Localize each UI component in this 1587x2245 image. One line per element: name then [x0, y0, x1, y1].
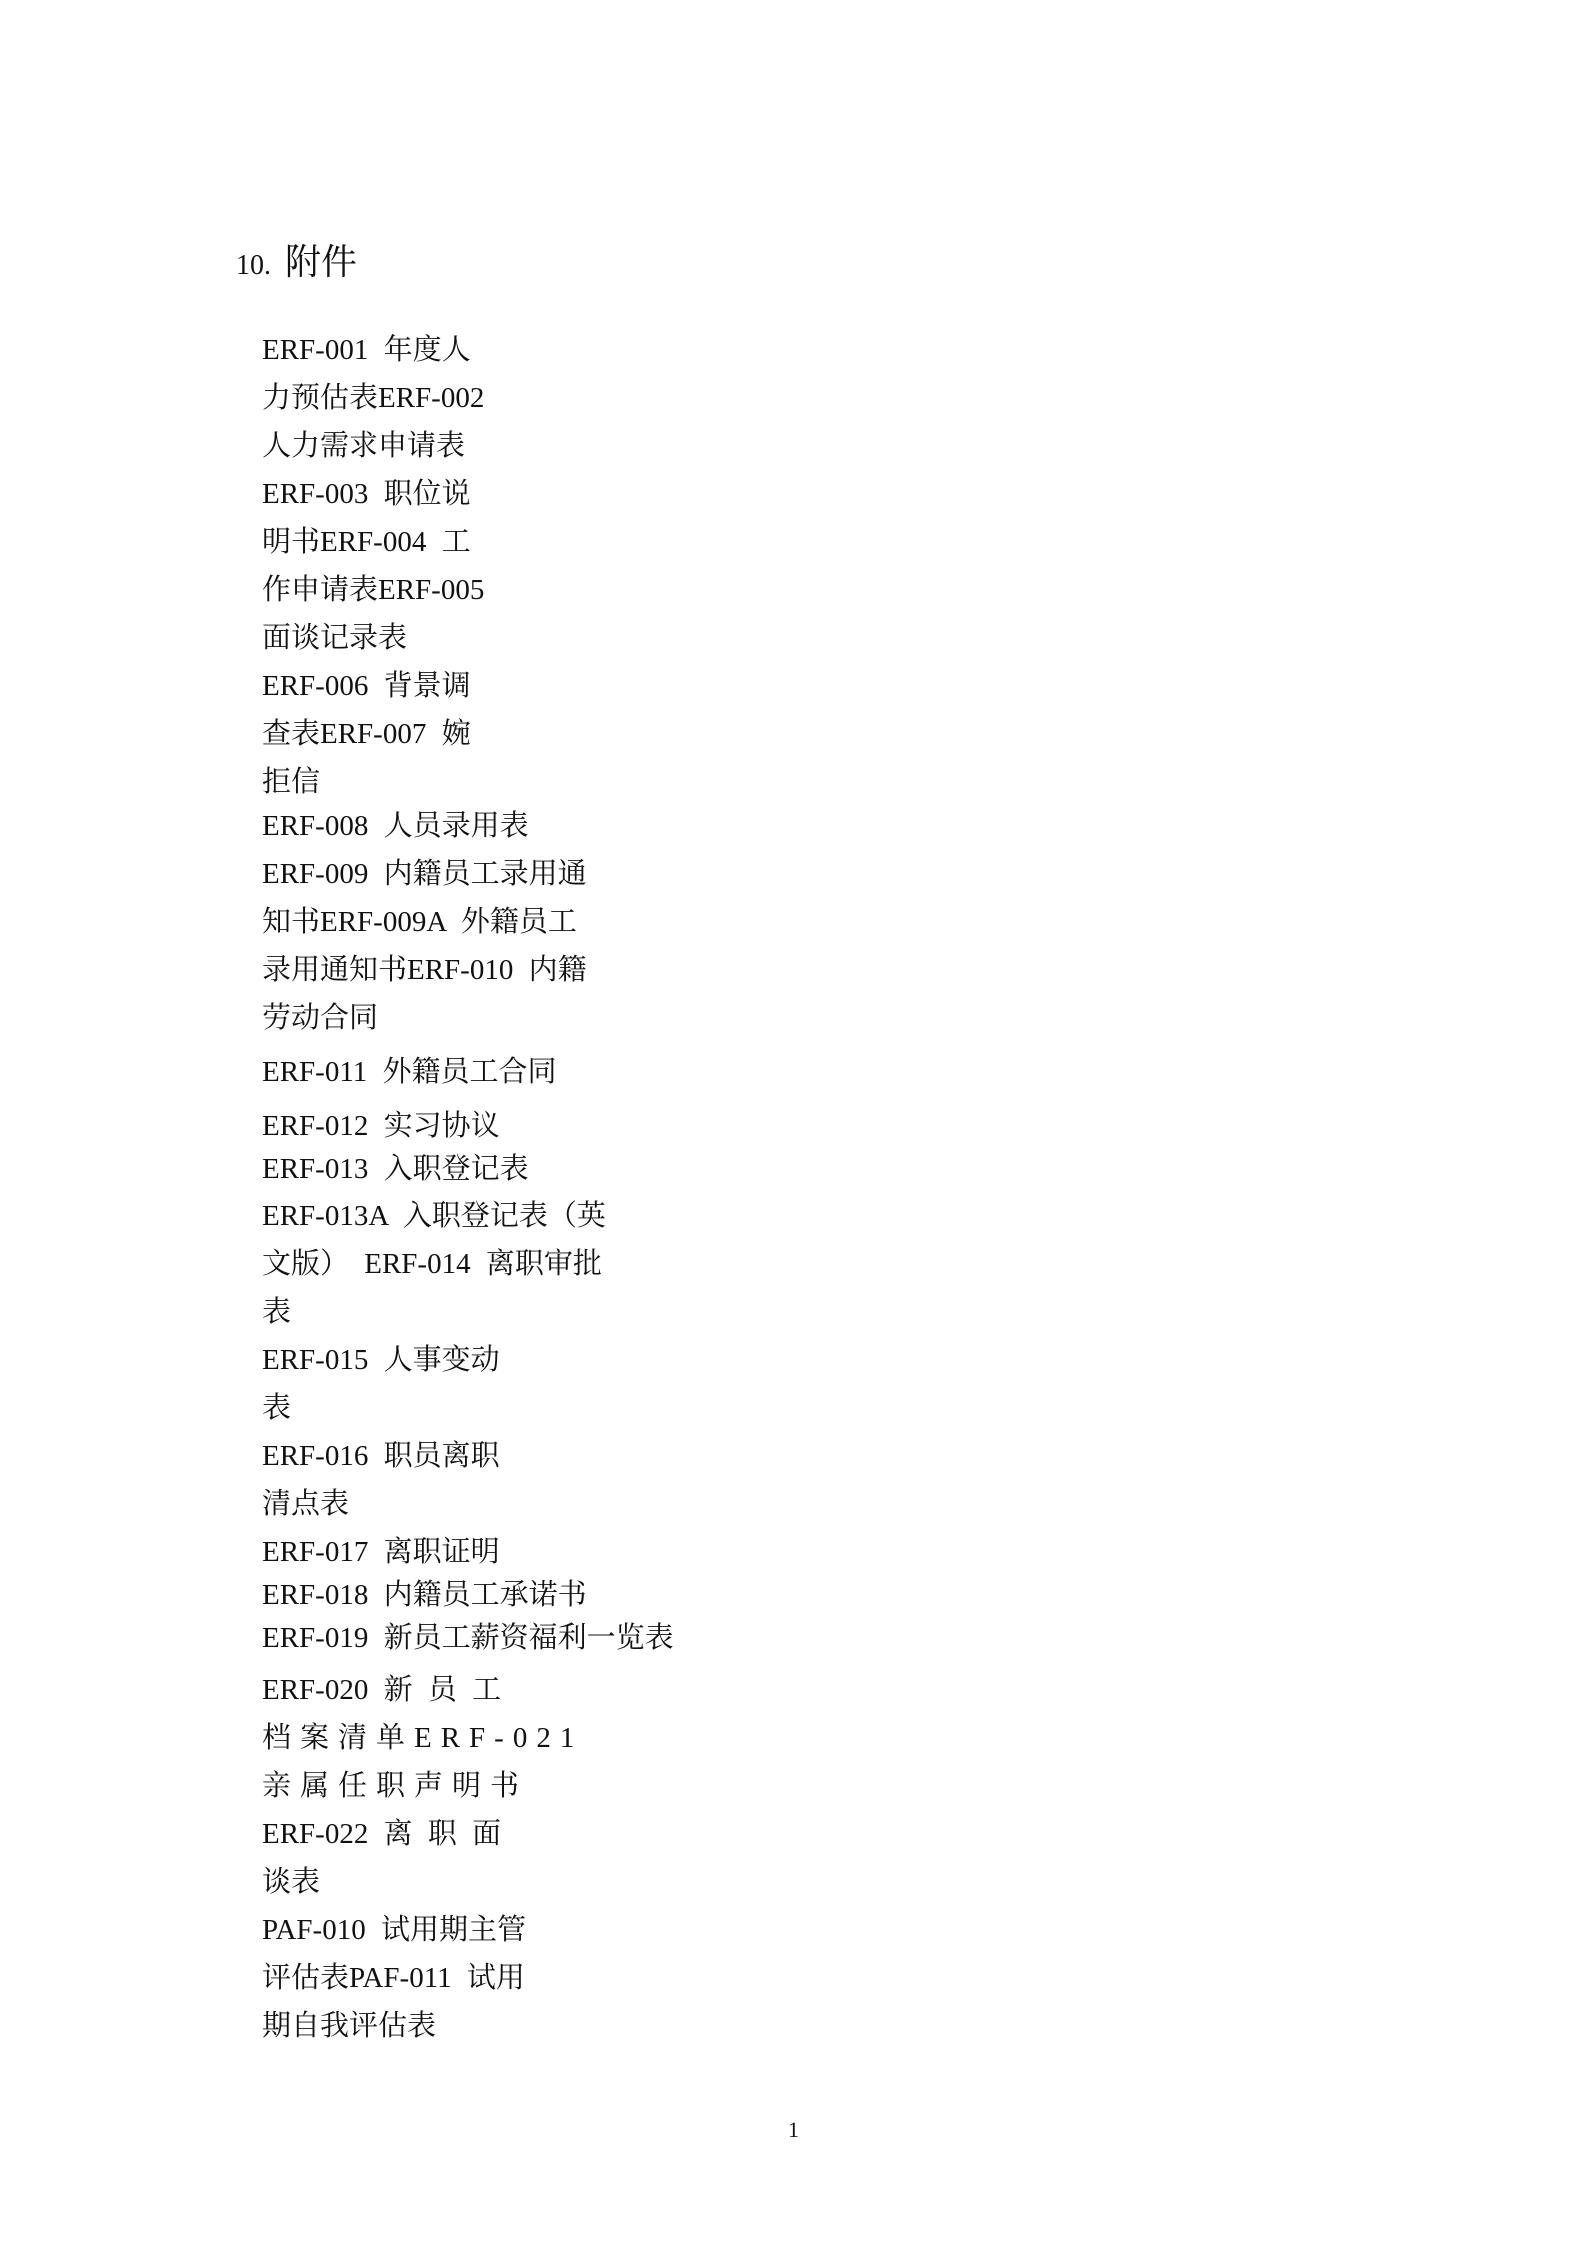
- list-line: 评估表PAF-011 试用: [262, 1962, 525, 1994]
- list-line: 亲属任职声明书: [262, 1770, 529, 1802]
- list-line: 文版） ERF-014 离职审批: [262, 1248, 602, 1280]
- list-line: ERF-013 入职登记表: [262, 1153, 529, 1185]
- list-line: 录用通知书ERF-010 内籍: [262, 954, 587, 986]
- list-line: 力预估表ERF-002: [262, 382, 485, 414]
- list-line: 明书ERF-004 工: [262, 526, 471, 558]
- list-line: 档案清单ERF-021: [262, 1722, 584, 1754]
- list-line: ERF-012 实习协议: [262, 1110, 500, 1142]
- list-line: PAF-010 试用期主管: [262, 1914, 526, 1946]
- list-line: ERF-022 离 职 面: [262, 1818, 502, 1850]
- list-line: ERF-006 背景调: [262, 670, 471, 702]
- list-line: 期自我评估表: [262, 2010, 437, 2042]
- list-line: 拒信: [262, 766, 321, 798]
- list-line: ERF-019 新员工薪资福利一览表: [262, 1622, 674, 1654]
- list-line: 人力需求申请表: [262, 430, 466, 462]
- list-line: ERF-009 内籍员工录用通: [262, 858, 587, 890]
- list-line: 谈表: [262, 1866, 321, 1898]
- list-line: ERF-008 人员录用表: [262, 810, 529, 842]
- list-line: ERF-018 内籍员工承诺书: [262, 1579, 587, 1611]
- list-line: ERF-013A 入职登记表（英: [262, 1200, 606, 1232]
- list-line: 表: [262, 1296, 292, 1328]
- list-line: ERF-015 人事变动: [262, 1344, 500, 1376]
- list-line: 查表ERF-007 婉: [262, 718, 471, 750]
- page-number: 1: [788, 2117, 799, 2142]
- list-line: ERF-011 外籍员工合同: [262, 1056, 557, 1088]
- list-line: ERF-003 职位说: [262, 478, 471, 510]
- list-line: 作申请表ERF-005: [262, 574, 485, 606]
- section-title: 附件: [285, 242, 358, 282]
- list-line: 清点表: [262, 1488, 350, 1520]
- list-line: ERF-020 新 员 工: [262, 1674, 502, 1706]
- list-line: 知书ERF-009A 外籍员工: [262, 906, 577, 938]
- list-line: 面谈记录表: [262, 622, 408, 654]
- list-line: ERF-017 离职证明: [262, 1536, 500, 1568]
- attachment-list: [262, 0, 1162, 2100]
- list-line: 表: [262, 1392, 292, 1424]
- list-line: ERF-016 职员离职: [262, 1440, 500, 1472]
- list-line: 劳动合同: [262, 1002, 379, 1034]
- section-number: 10.: [236, 250, 271, 281]
- list-line: ERF-001 年度人: [262, 334, 471, 366]
